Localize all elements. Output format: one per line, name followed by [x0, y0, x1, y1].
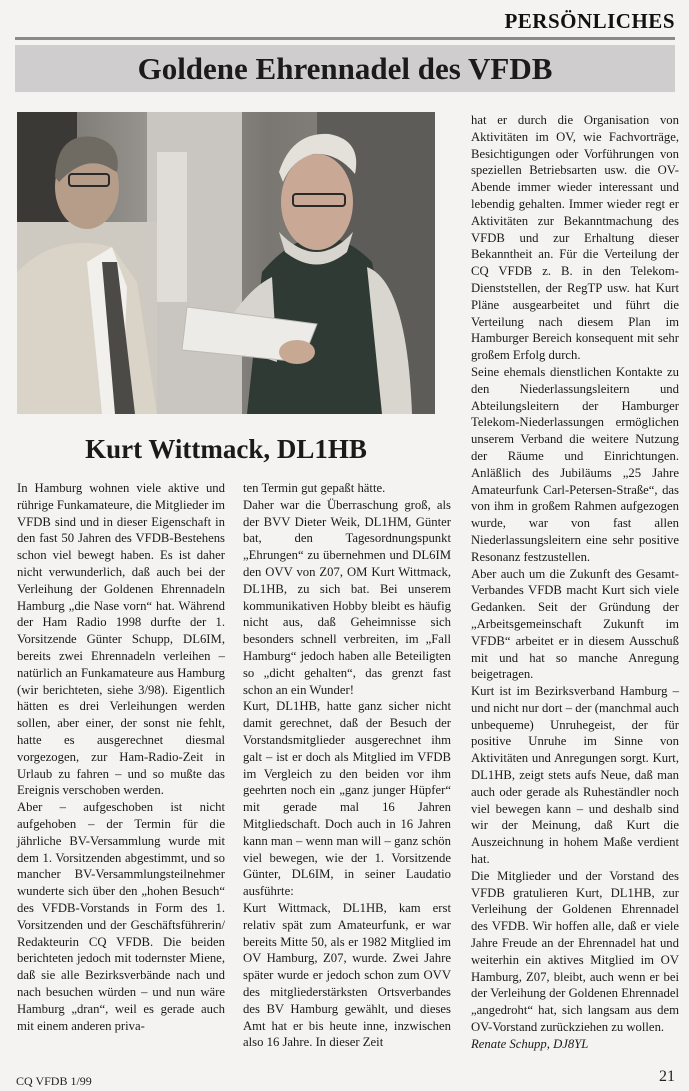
- page-number: 21: [659, 1068, 675, 1085]
- title-bar: [15, 45, 675, 92]
- paragraph: Aber auch um die Zukunft des Gesamt-Verbandes VFDB macht Kurt sich viele Gedanken. Seit der Gründung der „Arbeitsgemeinschaft Zukunft im VFDB“ arbeitet er in diesem Ausschuß mit und hat so manche Anregung beigetragen.: [471, 566, 679, 682]
- text-column-1: [17, 480, 225, 1034]
- paragraph: Kurt ist im Bezirksverband Hamburg – und nicht nur dort – der (manchmal auch unbequeme) Unruhegeist, der für positive Unruhe im Sinne von Aktivitäten und Anregungen sorgt. Kurt, DL1HB, zeigt stets aufs Neue, daß man auch oder gerade als Ruheständler noch viel bewegen kann – und deshalb sind wir der Meinung, daß Kurt die Auszeichnung in hohem Maße verdient hat.: [471, 684, 679, 867]
- paragraph: Die Mitglieder und der Vorstand des VFDB gratulieren Kurt, DL1HB, zur Verleihung der Goldenen Ehrennadel des VFDB. Wir hoffen alle, daß er viele Jahre Freude an der Ehrennadel hat und weiterhin ein aktives Mitglied im OV Hamburg, Z07, bleibt, auch wenn er bei der Verleihung der Goldenen Ehrennadel „angedroht“ hat, sich langsam aus dem OV-Vorstand zurückziehen zu wollen.: [471, 868, 679, 1035]
- paragraph: Kurt, DL1HB, hatte ganz sicher nicht damit gerechnet, daß der Besuch der Vorstandsmitglieder ausgerechnet ihm galt – ist er doch als Mitglied im VFDB im Vergleich zu den beiden vor ihm geehrten noch ein „ganz junger Hüpfer“ mit gerade mal 16 Jahren Mitgliedschaft. Doch auch in 16 Jahren kann man – wenn man will – ganz schön viel bewegen, wie der 1. Vorsitzende Günter, DL6IM, in seiner Laudatio ausführte:: [243, 699, 451, 899]
- issue-label: CQ VFDB 1/99: [16, 1074, 92, 1088]
- section-label: PERSÖNLICHES: [504, 9, 675, 33]
- paragraph: ten Termin gut gepaßt hätte.: [243, 481, 386, 495]
- text-column-2: [243, 480, 451, 1051]
- article-photo: [17, 112, 435, 414]
- text-column-3: [471, 112, 679, 1053]
- paragraph: Kurt Wittmack, DL1HB, kam erst relativ spät zum Amateurfunk, er war bereits Mitte 50, als er 1982 Mitglied im OV Hamburg, Z07, wurde. Zwei Jahre später wurde er jedoch schon zum OVV des mitgliederstärksten Ortsverbandes des BV Hamburg gewählt, und dieses Amt hat er bis heute inne, inzwischen also 16 Jahre. In dieser Zeit: [243, 900, 451, 1050]
- author-signature: Renate Schupp, DJ8YL: [471, 1036, 589, 1051]
- paragraph: hat er durch die Organisation von Aktivitäten im OV, wie Fachvorträge, Besichtigungen oder Vorführungen von speziellen Betriebsarten usw. die OV-Abende immer wieder interessant und lebendig gehalten. Immer wieder regt er Aktivitäten zur Bekanntmachung des VFDB und zur Erhaltung dieser Bekanntheit an. Für die Verteilung der CQ VFDB z. B. in den Telekom-Dienststellen, der RegTP usw. hat Kurt Pläne ausgearbeitet und führt die Verteilung nach diesem Plan im Hamburger Bereich konsequent mit sehr großem Erfolg durch.: [471, 113, 679, 363]
- paragraph: In Hamburg wohnen viele aktive und rührige Funkamateure, die Mitglieder im VFDB sind und in dieser Eigenschaft in den fast 50 Jahren des VFDB-Bestehens schon viel bewegt haben. Es ist daher nicht verwunderlich, daß auch bei der Verleihung der Goldenen Ehrennadeln Hamburg „die Nase vorn“ hat. Während der Ham Radio 1998 durfte der 1. Vorsitzende Günter Schupp, DL6IM, bereits zwei Ehrennadeln verleihen – natürlich an Funkamateure aus Hamburg (wir berichteten, siehe 3/98). Eigentlich hätten es drei Verleihungen werden sollen, aber einer, der sonst nie fehlt, hatte es ausgerechnet diesmal vorgezogen, zur Ham-Radio-Zeit in Urlaub zu fahren – und so mußte das Ereignis verschoben werden.: [17, 481, 225, 798]
- article-title: Goldene Ehrennadel des VFDB: [137, 50, 553, 86]
- article-subtitle: Kurt Wittmack, DL1HB: [85, 434, 367, 464]
- paragraph: Seine ehemals dienstlichen Kontakte zu den Niederlassungsleitern und Abteilungsleitern der Hamburger Telekom-Niederlassungen ermöglichen unserem Verband die weitere Nutzung der Räume und Einrichtungen. Anläßlich des Jubiläums „25 Jahre Amateurfunk Carl-Petersen-Straße“, das von ihm in großem Rahmen aufgezogen wurde, war von fast allen Niederlassungsleitern eine sehr positive Resonanz festzustellen.: [471, 364, 679, 564]
- top-rule: [15, 37, 675, 40]
- paragraph: Daher war die Überraschung groß, als der BVV Dieter Weik, DL1HM, Günter bat, den Tagesordnungspunkt „Ehrungen“ zu übernehmen und DL6IM den OVV von Z07, OM Kurt Wittmack, DL1HB, zu sich bat. Bei unserem kommunikativen Hobby bleibt es häufig nicht aus, daß Geheimnisse sich besonders schnell verbreiten, im „Fall Hamburg“ jedoch haben alle Beteiligten so „dicht gehalten“, das grenzt fast schon an ein Wunder!: [243, 497, 451, 697]
- paragraph: Aber – aufgeschoben ist nicht aufgehoben – der Termin für die jährliche BV-Versammlung wurde mit dem 1. Vorsitzenden abgestimmt, und so mancher BV-Versammlungsteilnehmer wunderte sich über den „hohen Besuch“ des VFDB-Vorstands in Form des 1. Vorsitzenden und der Geschäftsführerin/ Redakteurin CQ VFDB. Die beiden berichteten jedoch mit todernster Miene, daß sie alle Bezirksverbände nach und nach besuchen würden – und nun wäre Hamburg „dran“, weil es gerade auch mit einem anderen priva-: [17, 800, 225, 1033]
